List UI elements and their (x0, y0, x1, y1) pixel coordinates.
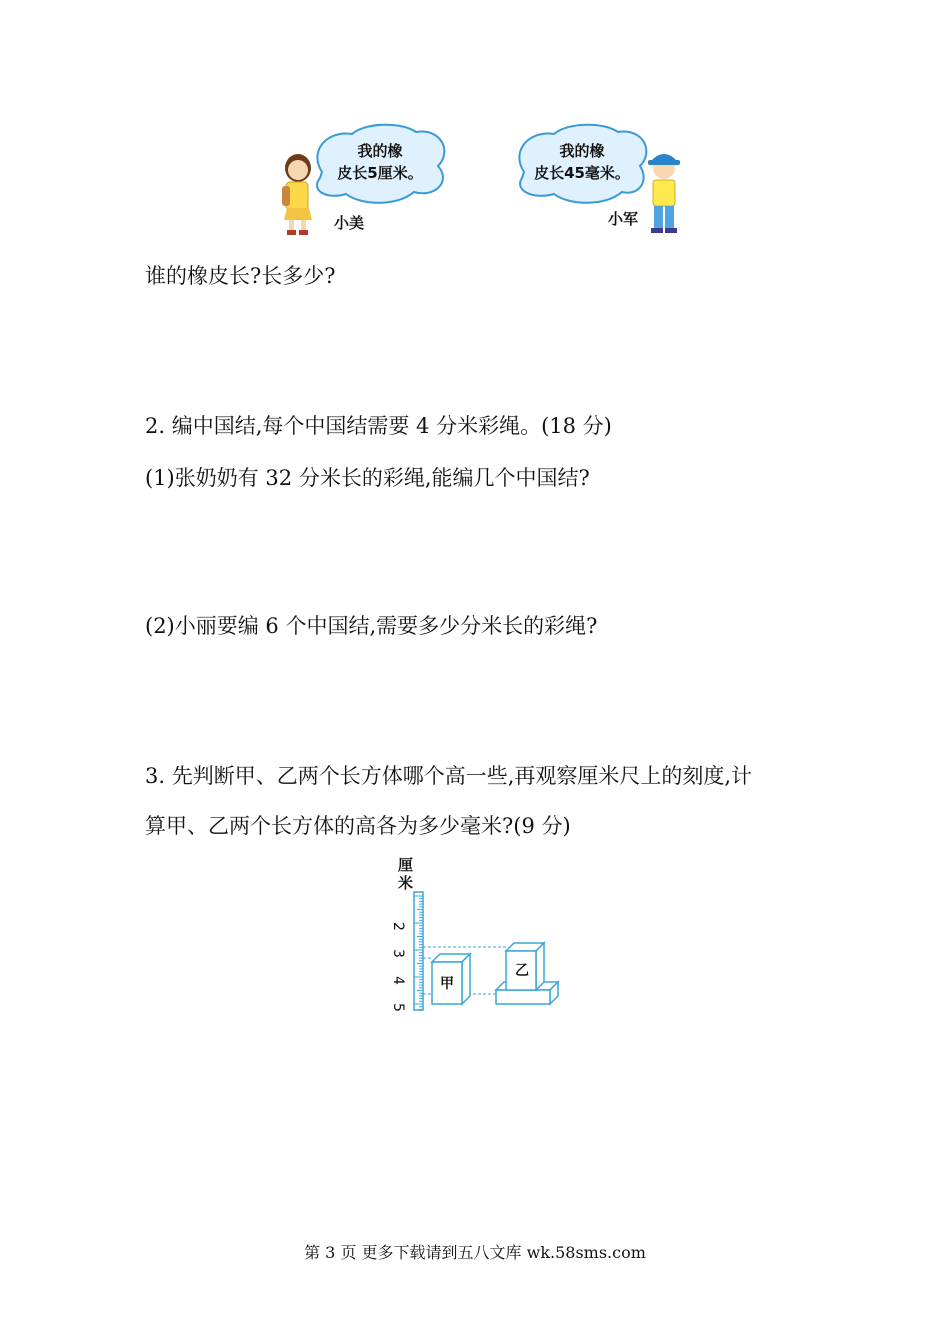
boy-speech-line1: 我的橡 (559, 142, 605, 160)
cuboid-jia-label: 甲 (440, 976, 454, 992)
boy-figure (648, 154, 680, 233)
boy-name: 小军 (608, 210, 639, 228)
question-3-line-1: 3. 先判断甲、乙两个长方体哪个高一些,再观察厘米尺上的刻度,计 (145, 764, 753, 788)
girl-speech-bubble (317, 125, 444, 203)
ruler-unit-char-1: 厘 (398, 856, 414, 874)
question-2-title: 2. 编中国结,每个中国结需要 4 分米彩绳。(18 分) (145, 414, 612, 438)
question-1-text: 谁的橡皮长?长多少? (145, 264, 336, 288)
ruler-unit-label (397, 856, 418, 892)
tick-label-4: 4 (390, 976, 406, 985)
tick-label-5: 5 (390, 1003, 406, 1012)
boy-speech-line2: 皮长45毫米。 (534, 164, 630, 182)
page-footer: 第 3 页 更多下载请到五八文库 wk.58sms.com (304, 1243, 646, 1262)
girl-speech-line2: 皮长5厘米。 (337, 164, 423, 182)
tick-label-2: 2 (390, 922, 406, 931)
girl-speech-line1: 我的橡 (357, 142, 403, 160)
boy-speech-bubble (519, 125, 646, 203)
question-2-part-1: (1)张奶奶有 32 分米长的彩绳,能编几个中国结? (145, 466, 590, 490)
question-3-line-2: 算甲、乙两个长方体的高各为多少毫米?(9 分) (145, 814, 571, 838)
girl-name: 小美 (334, 214, 365, 232)
cuboid-yi-label: 乙 (515, 963, 529, 979)
question-2-part-2: (2)小丽要编 6 个中国结,需要多少分米长的彩绳? (145, 614, 598, 638)
ruler-unit-char-2: 米 (398, 874, 414, 892)
children-illustration (270, 120, 710, 245)
tick-label-3: 3 (390, 949, 406, 958)
girl-figure (282, 154, 312, 235)
ruler-figure (388, 850, 568, 1015)
